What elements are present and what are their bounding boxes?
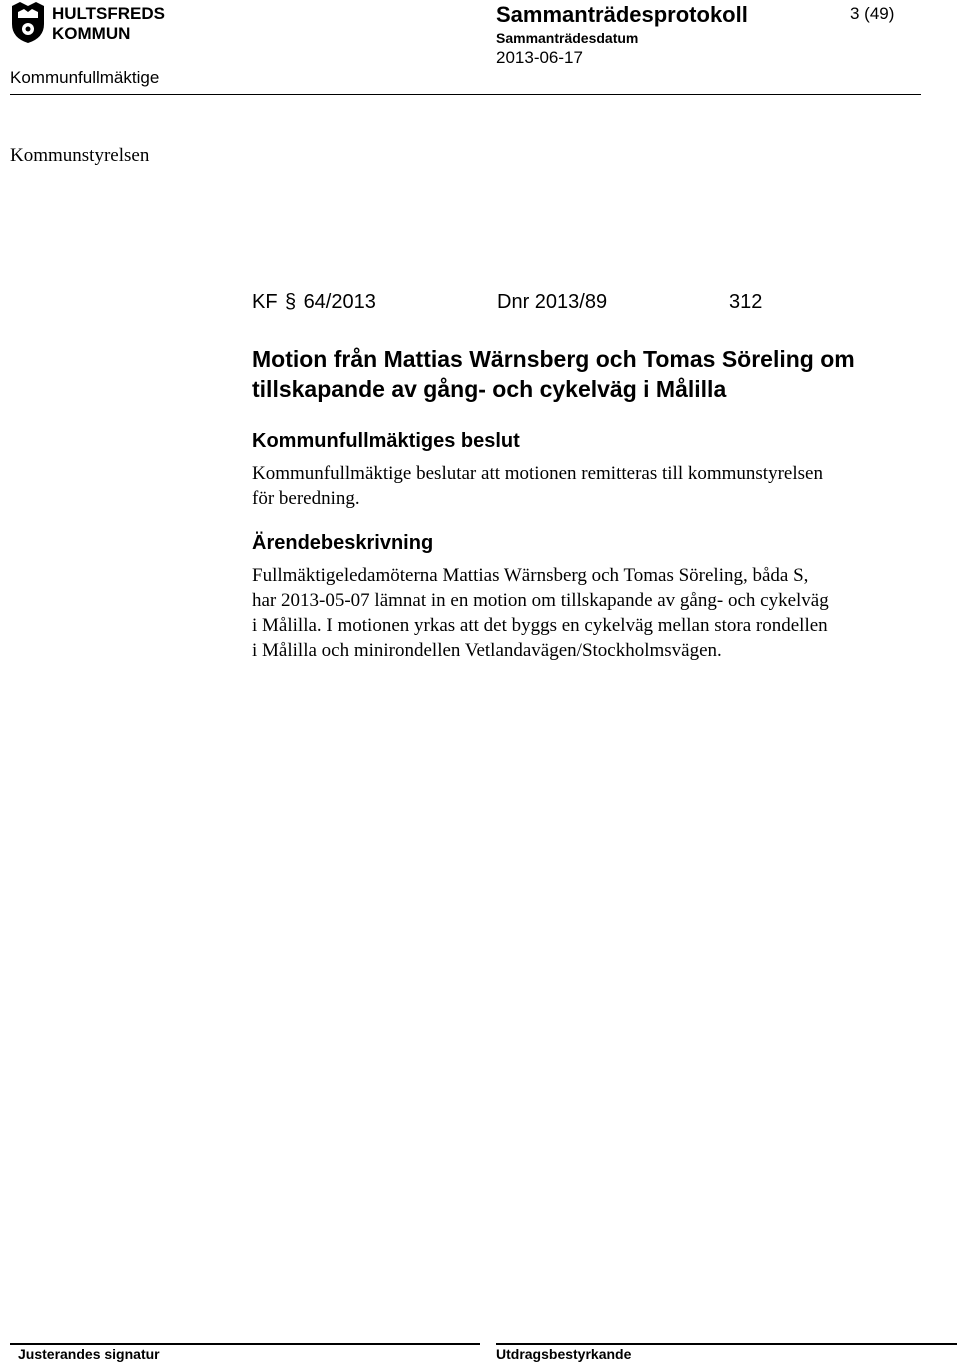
hultsfred-kommun-logo bbox=[10, 2, 185, 44]
description-line: i Målilla. I motionen yrkas att det byggs en cykelväg mellan stora rondellen bbox=[252, 615, 828, 636]
description-text bbox=[252, 563, 829, 663]
case-title bbox=[252, 344, 855, 404]
case-paragraph bbox=[252, 290, 376, 314]
case-prefix: KF bbox=[252, 291, 278, 313]
coat-of-arms-icon bbox=[12, 2, 44, 43]
description-line: i Målilla och minirondellen Vetlandavägen/Stockholmsvägen. bbox=[252, 640, 722, 661]
footer-divider-left bbox=[10, 1343, 480, 1345]
recipient: Kommunstyrelsen bbox=[10, 145, 150, 166]
meeting-date: 2013-06-17 bbox=[496, 48, 583, 67]
description-line: Fullmäktigeledamöterna Mattias Wärnsberg och Tomas Söreling, båda S, bbox=[252, 565, 809, 586]
case-code: 312 bbox=[729, 291, 763, 313]
decision-line: Kommunfullmäktige beslutar att motionen remitteras till kommunstyrelsen bbox=[252, 463, 823, 484]
protocol-title: Sammanträdesprotokoll bbox=[496, 2, 748, 27]
case-number: 64/2013 bbox=[303, 291, 376, 313]
decision-heading: Kommunfullmäktiges beslut bbox=[252, 430, 520, 452]
case-dnr: Dnr 2013/89 bbox=[497, 291, 608, 313]
page-number: 3 (49) bbox=[850, 4, 895, 23]
case-title-line: Motion från Mattias Wärnsberg och Tomas Söreling om bbox=[252, 346, 855, 372]
description-heading: Ärendebeskrivning bbox=[252, 532, 434, 554]
footer-divider-right bbox=[496, 1343, 957, 1345]
signature-label: Justerandes signatur bbox=[18, 1346, 160, 1362]
organ-name: Kommunfullmäktige bbox=[10, 68, 160, 87]
logo-line2: KOMMUN bbox=[52, 24, 131, 43]
certification-label: Utdragsbestyrkande bbox=[496, 1346, 632, 1362]
paragraph-sign: § bbox=[285, 291, 297, 313]
case-title-line: tillskapande av gång- och cykelväg i Målilla bbox=[252, 376, 727, 402]
description-line: har 2013-05-07 lämnat in en motion om tillskapande av gång- och cykelväg bbox=[252, 590, 829, 611]
decision-text bbox=[252, 461, 823, 511]
header-divider bbox=[10, 94, 921, 95]
decision-line: för beredning. bbox=[252, 488, 360, 509]
meeting-date-label: Sammanträdesdatum bbox=[496, 30, 639, 46]
logo-line1: HULTSFREDS bbox=[52, 4, 166, 23]
